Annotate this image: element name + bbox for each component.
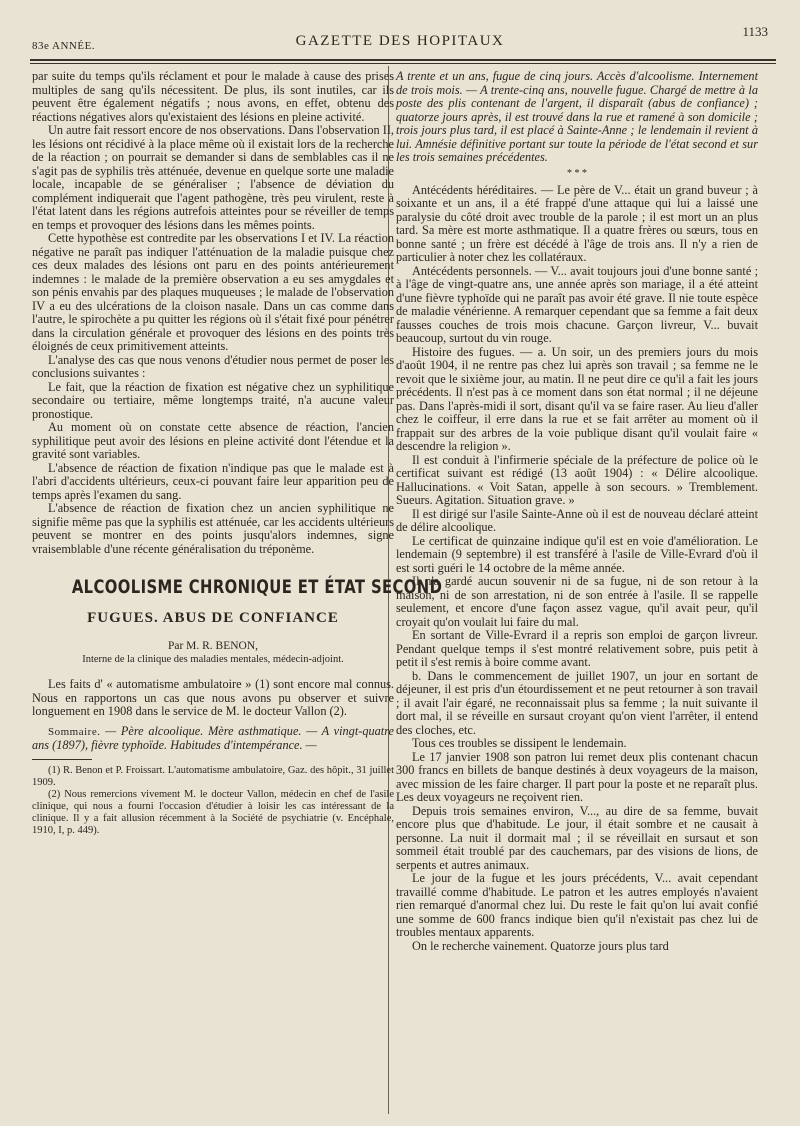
paragraph: Il n'a gardé aucun souvenir ni de sa fugue, ni de son retour à la maison, ni de son arrestation, ni de son entrée à l'asile. Il se rappelle seulement, et encore d'une façon assez vague, qu'il avait peur, qu'il croyait qu'on voulait lui faire du mal. (396, 574, 758, 629)
paragraph: Histoire des fugues. — a. Un soir, un des premiers jours du mois d'août 1904, il ne rentre pas chez lui après son travail ; sa femme ne le revoit que le sixième jour, au matin. Il ne peut dire ce qu'il a fait les jours précédents. Il n'est pas à ce moment dans son état normal ; il ne déjeune pas. Dans l'après-midi il sort, disant qu'il va se faire raser. Au lieu d'aller chez le coiffeur, il erre dans la rue et se fait arrêter au moment où il frappait sur des arbres de la voie publique disant qu'il voulait faire « descendre la religion ». (396, 344, 758, 453)
paragraph: Le fait, que la réaction de fixation est négative chez un syphilitique secondaire ou tertiaire, même longtemps traité, n'a aucune valeur pronostique. (32, 379, 394, 421)
paragraph: Il est conduit à l'infirmerie spéciale de la préfecture de police où le certificat suivant est rédigé (13 août 1904) : « Délire alcoolique. Hallucinations. « Voit Satan, appelle à son secours. » Tremblement. Sueurs. Agitation. Situation grave. » (396, 452, 758, 507)
header-rule-thin (30, 63, 776, 64)
author-affiliation: Interne de la clinique des maladies mentales, médecin-adjoint. (82, 654, 344, 665)
section-separator: * * * (567, 167, 587, 179)
summary-continuation: A trente et un ans, fugue de cinq jours. Accès d'alcoolisme. Internement de trois mois. — A trente-cinq ans, nouvelle fugue. Chargé de mettre à la poste des plis contenant de l'argent, il disparaît (abus de confiance) ; quatorze jours après, il est trouvé dans la rue et ramené à son domicile ; trois jours plus tard, il est placé à Sainte-Anne ; le lendemain il revient à lui. Amnésie définitive portant sur toute la période de l'état second et sur les trois semaines précédentes. (396, 69, 758, 164)
paragraph: L'analyse des cas que nous venons d'étudier nous permet de poser les conclusions suivantes : (32, 352, 394, 380)
intro-paragraph: Les faits d' « automatisme ambulatoire » (1) sont encore mal connus. Nous en rapportons un cas que nous avons pu observer et suivre longuement en 1908 dans le service de M. le docteur Vallon (2). (32, 677, 394, 718)
summary-paragraph (32, 725, 394, 753)
paragraph: Antécédents personnels. — V... avait toujours joui d'une bonne santé ; à l'âge de vingt-quatre ans, une année après son mariage, il a été atteint d'une fièvre typhoïde qui ne paraît pas avoir été grave. Il nie toute espèce de maladie vénérienne. A remarquer cependant que sa femme a fait deux fausses couches de trois mois chacune. Garçon livreur, V... buvait beaucoup, surtout du vin rouge. (396, 263, 758, 345)
page-number: 1133 (742, 24, 768, 39)
paragraph: Antécédents héréditaires. — Le père de V... était un grand buveur ; à soixante et un ans, il a été frappé d'une attaque qui lui a laissé une paralysie du côté droit avec trouble de la parole ; il est mort un an plus tard. Sa mère est morte asthmatique. Il a quatre frères ou sœurs, tous en bonne santé ; un frère est décédé à l'âge de trois ans. Il n'y a rien de particulier à noter chez les collatéraux. (396, 182, 758, 264)
left-column (32, 69, 443, 1110)
paragraph: b. Dans le commencement de juillet 1907, un jour en sortant de déjeuner, il est pris d'un étourdissement et ne peut retourner à son travail ; il avait l'air égaré, ne reconnaissait plus sa femme ; la nuit suivante il dort mal, il se réveille en sursaut croyant qu'on vient l'arrêter, il entend des cloches, etc. (396, 668, 758, 737)
author-line: Par M. R. BENON, (167, 640, 259, 652)
header-rule (30, 59, 776, 61)
paragraph: On le recherche vainement. Quatorze jours plus tard (412, 938, 669, 953)
paragraph: Le 17 janvier 1908 son patron lui remet deux plis contenant chacun 300 francs en billets de banque destinés à deux voyageurs de la maison, avec mission de les faire charger. Il part pour la poste et ne reparaît plus. Les deux voyageurs ne reçoivent rien. (396, 749, 758, 804)
issue-label: 83e ANNÉE. (32, 40, 96, 52)
paragraph: Il est dirigé sur l'asile Sainte-Anne où il est de nouveau déclaré atteint de délire alcoolique. (396, 506, 758, 534)
paragraph: L'absence de réaction de fixation chez un ancien syphilitique ne signifie même pas que la syphilis est atténuée, car les accidents ultérieurs peuvent se montrer en des points jusqu'alors indemnes, signe vraisemblable d'une récente généralisation du tréponème. (32, 501, 394, 556)
journal-title: GAZETTE DES HOPITAUX (295, 33, 505, 49)
footnote: (1) R. Benon et P. Froissart. L'automatisme ambulatoire, Gaz. des hôpit., 31 juillet 1909. (32, 764, 394, 788)
right-column (396, 70, 758, 1110)
summary-label: Sommaire. (48, 725, 101, 738)
paragraph: Tous ces troubles se dissipent le lendemain. (412, 736, 627, 750)
paragraph: Le certificat de quinzaine indique qu'il est en voie d'amélioration. Le lendemain (9 septembre) il est transféré à l'asile de Ville-Evrard d'où il est sorti guéri le 14 octobre de la même année. (396, 533, 758, 575)
paragraph: par suite du temps qu'ils réclament et pour le malade à cause des prises multiples de sang qu'ils nécessitent. De plus, ils sont inutiles, car ils peuvent être également négatifs ; nous avons, en effet, obtenu des réactions négatives alors qu'existaient des lésions en pleine activité. (32, 69, 394, 124)
paragraph: L'absence de réaction de fixation n'indique pas que le malade est à l'abri d'accidents ultérieurs, ceux-ci pouvant faire leur apparition peu de temps après l'examen du sang. (32, 460, 394, 502)
footnote: (2) Nous remercions vivement M. le docteur Vallon, médecin en chef de l'asile clinique, qui nous a fourni l'occasion d'étudier à loisir les cas intéressant de la clinique. Il y a fait allusion récemment à la Société de psychiatrie (v. Encéphale, 1910, I, p. 449). (32, 788, 394, 836)
paragraph: Au moment où on constate cette absence de réaction, l'ancien syphilitique peut avoir des lésions en pleine activité dont l'étendue et la gravité sont variables. (32, 420, 394, 461)
section-subtitle: FUGUES. ABUS DE CONFIANCE (87, 610, 339, 626)
paragraph: Depuis trois semaines environ, V..., au dire de sa femme, buvait encore plus que d'habitude. Le jour, il était sombre et ne causait à personne. La nuit il dormait mal ; il se réveillait en sursaut et son sommeil était troublé par des cauchemars, par des visions de lions, de serpents et autres animaux. (396, 803, 758, 872)
summary-text: — Père alcoolique. Mère asthmatique. — A vingt-quatre ans (1897), fièvre typhoïde. Habitudes d'intempérance. — (32, 723, 394, 752)
paragraph: En sortant de Ville-Evrard il a repris son emploi de garçon livreur. Pendant quelque temps il s'est montré relativement sobre, puis petit à petit il s'est remis à boire comme avant. (396, 628, 758, 669)
paragraph: Le jour de la fugue et les jours précédents, V... avait cependant travaillé comme d'habitude. Le patron et les autres employés n'avaient rien remarqué d'anormal chez lui. Du reste le fait qu'on lui avait confié une somme de 600 francs indique bien qu'il n'existait pas chez lui de troubles mentaux apparents. (396, 871, 758, 939)
paragraph: Cette hypothèse est contredite par les observations I et IV. La réaction négative ne paraît pas indiquer l'atténuation de la maladie puisque chez ces deux malades des lésions ont paru en des points antérieurement indemnes : le malade de la première observation a eu ses amygdales et son pénis envahis par des plaques muqueuses ; le malade de l'observation IV a eu des ulcérations de la cloison nasale. Dans un cas comme dans l'autre, le spirochète a pu quitter les régions où il s'était fixé pour pénétrer dans la circulation générale et provoquer des lésions en des points très éloignés de ceux primitivement atteints. (32, 231, 394, 353)
paragraph: Un autre fait ressort encore de nos observations. Dans l'observation II, les lésions ont récidivé à la place même où il existait lors de la recherche de la réaction ; on pourrait se demander si dans de semblables cas il ne s'agit pas de syphilis très atténuée, devenue en quelque sorte une maladie locale, incapable de se généraliser ; l'absence de déviation du complément indiquerait que l'agent pathogène, très peu virulent, reste à l'état latent dans les régions autrefois atteintes pour se réveiller de temps en temps et provoquer des lésions dans les mêmes points. (32, 123, 394, 232)
footnote-rule (32, 759, 92, 760)
section-title: ALCOOLISME CHRONIQUE ET ÉTAT SECOND (71, 576, 443, 598)
